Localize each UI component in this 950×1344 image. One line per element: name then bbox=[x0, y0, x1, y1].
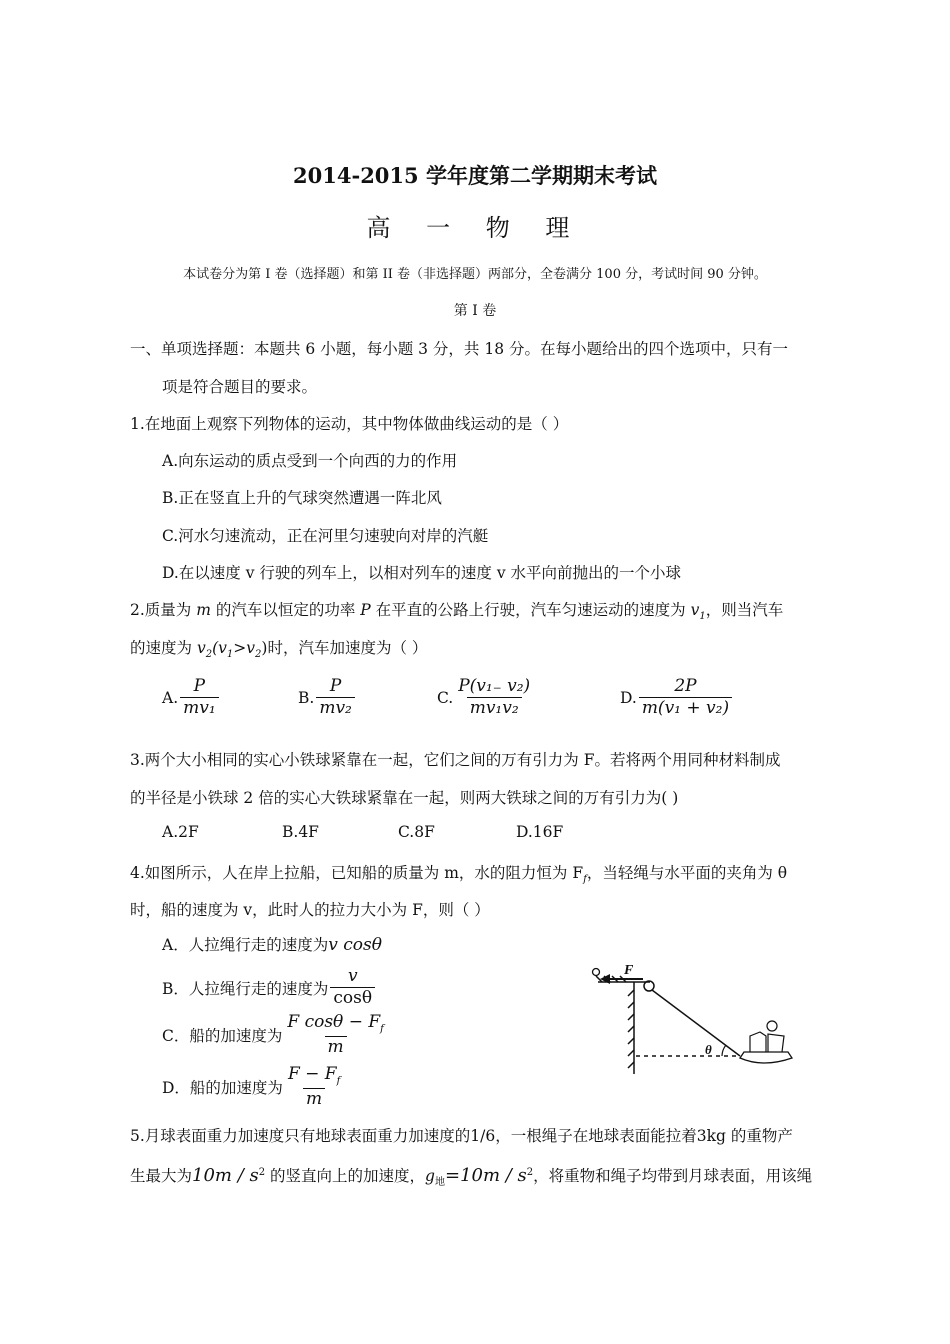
option-text: A．人拉绳行走的速度为 bbox=[162, 936, 329, 954]
q5-expr: 10m / s bbox=[192, 1165, 259, 1186]
q2-stem-line2 bbox=[130, 636, 427, 660]
boat-pulling-figure bbox=[588, 962, 803, 1082]
numerator bbox=[284, 1012, 386, 1036]
q2-var: (v bbox=[212, 639, 227, 657]
exam-note: 本试卷分为第 I 卷（选择题）和第 II 卷（非选择题）两部分，全卷满分 100 分，考试时间 90 分钟。 bbox=[183, 267, 767, 282]
numerator: v bbox=[347, 966, 358, 986]
q5-text: 的竖直向上的加速度， bbox=[265, 1167, 426, 1185]
numerator bbox=[285, 1064, 343, 1088]
expression: v cosθ bbox=[328, 935, 382, 955]
q1-option-c: C.河水匀速流动，正在河里匀速驶向对岸的汽艇 bbox=[162, 527, 489, 545]
numerator: 2P bbox=[674, 676, 697, 696]
q4-stem-line2: 时，船的速度为 v，此时人的拉力大小为 F，则（ ） bbox=[130, 901, 490, 919]
force-label: F bbox=[624, 963, 634, 978]
q2-text: 在平直的公路上行驶，汽车匀速运动的速度为 bbox=[370, 601, 691, 619]
subject-title: 高 一 物 理 bbox=[366, 214, 584, 242]
exam-title: 2014-2015 学年度第二学期期末考试 bbox=[293, 163, 657, 188]
q5-stem-line1: 5.月球表面重力加速度只有地球表面重力加速度的1/6，一根绳子在地球表面能拉着3kg 的重物产 bbox=[130, 1127, 793, 1145]
q4-stem-line1 bbox=[130, 861, 787, 885]
q2-var-p: P bbox=[360, 601, 371, 619]
denominator: m(v₁ + v₂) bbox=[639, 697, 732, 719]
section-heading-line1: 一、单项选择题：本题共 6 小题，每小题 3 分，共 18 分。在每小题给出的四个选项中，只有一 bbox=[130, 340, 789, 358]
fraction bbox=[285, 1064, 343, 1110]
fraction bbox=[284, 1012, 386, 1058]
q2-option-b bbox=[298, 676, 355, 720]
q1-option-b: B.正在竖直上升的气球突然遭遇一阵北风 bbox=[162, 489, 442, 507]
option-label: D. bbox=[620, 688, 637, 707]
fraction bbox=[639, 676, 732, 720]
q5-sub: 地 bbox=[434, 1177, 445, 1189]
fraction bbox=[455, 676, 533, 720]
q5-text: 生最大为 bbox=[130, 1167, 193, 1185]
q2-option-a bbox=[162, 676, 219, 720]
q2-sub: 1 bbox=[226, 649, 234, 661]
q5-stem-line2 bbox=[130, 1164, 812, 1188]
q3-option-a: A.2F bbox=[162, 823, 199, 841]
denominator: m bbox=[303, 1088, 325, 1110]
fraction bbox=[330, 966, 375, 1010]
numerator: P(v₁₋ v₂) bbox=[458, 676, 531, 696]
q2-text: 的汽车以恒定的功率 bbox=[210, 601, 361, 619]
denominator: mv₂ bbox=[316, 697, 355, 719]
option-text: C．船的加速度为 bbox=[162, 1027, 283, 1046]
q2-text: )时，汽车加速度为（ ） bbox=[261, 639, 428, 657]
option-text: B．人拉绳行走的速度为 bbox=[162, 979, 329, 998]
q2-text: 2.质量为 bbox=[130, 601, 197, 619]
num-main: F − F bbox=[287, 1064, 337, 1084]
q2-text: 的速度为 bbox=[130, 639, 197, 657]
q4-option-d bbox=[162, 1064, 343, 1110]
num-main: F cosθ − F bbox=[287, 1012, 381, 1032]
q2-sub: 2 bbox=[255, 649, 262, 661]
q1-option-d: D.在以速度 v 行驶的列车上，以相对列车的速度 v 水平向前抛出的一个小球 bbox=[162, 564, 682, 582]
q2-option-c bbox=[437, 676, 533, 720]
q2-option-d bbox=[620, 676, 732, 720]
option-label: B. bbox=[298, 688, 315, 707]
num-sub: f bbox=[380, 1023, 384, 1035]
q2-text: ，则当汽车 bbox=[705, 601, 784, 619]
section-heading-line2: 项是符合题目的要求。 bbox=[162, 378, 318, 396]
q2-stem-line1 bbox=[130, 598, 783, 622]
q2-var-v1-sub: 1 bbox=[699, 611, 706, 623]
q5-g: g bbox=[425, 1167, 435, 1185]
part-heading: 第 I 卷 bbox=[453, 303, 497, 319]
q2-sub: 2 bbox=[205, 649, 213, 661]
option-text: D．船的加速度为 bbox=[162, 1079, 283, 1098]
q2-var-m: m bbox=[196, 601, 211, 619]
numerator: P bbox=[329, 676, 342, 696]
q4-text: 4.如图所示，人在岸上拉船，已知船的质量为 m，水的阻力恒为 F bbox=[130, 864, 584, 882]
q4-sub: f bbox=[583, 874, 587, 886]
fraction bbox=[316, 676, 355, 720]
option-label: A. bbox=[162, 688, 179, 707]
q1-stem: 1.在地面上观察下列物体的运动，其中物体做曲线运动的是（ ） bbox=[130, 415, 569, 433]
q3-stem-line1: 3.两个大小相同的实心小铁球紧靠在一起，它们之间的万有引力为 F。若将两个用同种材料制成 bbox=[130, 751, 781, 769]
fraction bbox=[180, 676, 219, 720]
num-sub: f bbox=[336, 1075, 341, 1087]
denominator: mv₁v₂ bbox=[467, 697, 522, 719]
q5-sup: 2 bbox=[526, 1166, 534, 1178]
numerator: P bbox=[193, 676, 206, 696]
q4-option-b bbox=[162, 966, 375, 1010]
q2-var: >v bbox=[233, 639, 256, 657]
q3-option-d: D.16F bbox=[516, 823, 564, 841]
q4-option-c bbox=[162, 1012, 387, 1058]
denominator: cosθ bbox=[330, 987, 375, 1009]
q3-option-c: C.8F bbox=[398, 823, 435, 841]
q5-expr: =10m / s bbox=[444, 1165, 527, 1186]
angle-label: θ bbox=[705, 1042, 712, 1057]
q4-option-a bbox=[162, 933, 382, 955]
denominator: mv₁ bbox=[180, 697, 219, 719]
option-label: C. bbox=[437, 688, 454, 707]
q2-var-v1: v bbox=[690, 601, 700, 619]
q3-option-b: B.4F bbox=[282, 823, 319, 841]
q1-option-a: A.向东运动的质点受到一个向西的力的作用 bbox=[162, 452, 458, 470]
denominator: m bbox=[325, 1036, 347, 1058]
q5-text: ，将重物和绳子均带到月球表面，用该绳 bbox=[533, 1167, 813, 1185]
q3-stem-line2: 的半径是小铁球 2 倍的实心大铁球紧靠在一起，则两大铁球之间的万有引力为( ) bbox=[130, 789, 679, 807]
q5-sup: 2 bbox=[258, 1166, 266, 1178]
q4-text: ，当轻绳与水平面的夹角为 θ bbox=[586, 864, 788, 882]
q2-var: v bbox=[196, 639, 206, 657]
